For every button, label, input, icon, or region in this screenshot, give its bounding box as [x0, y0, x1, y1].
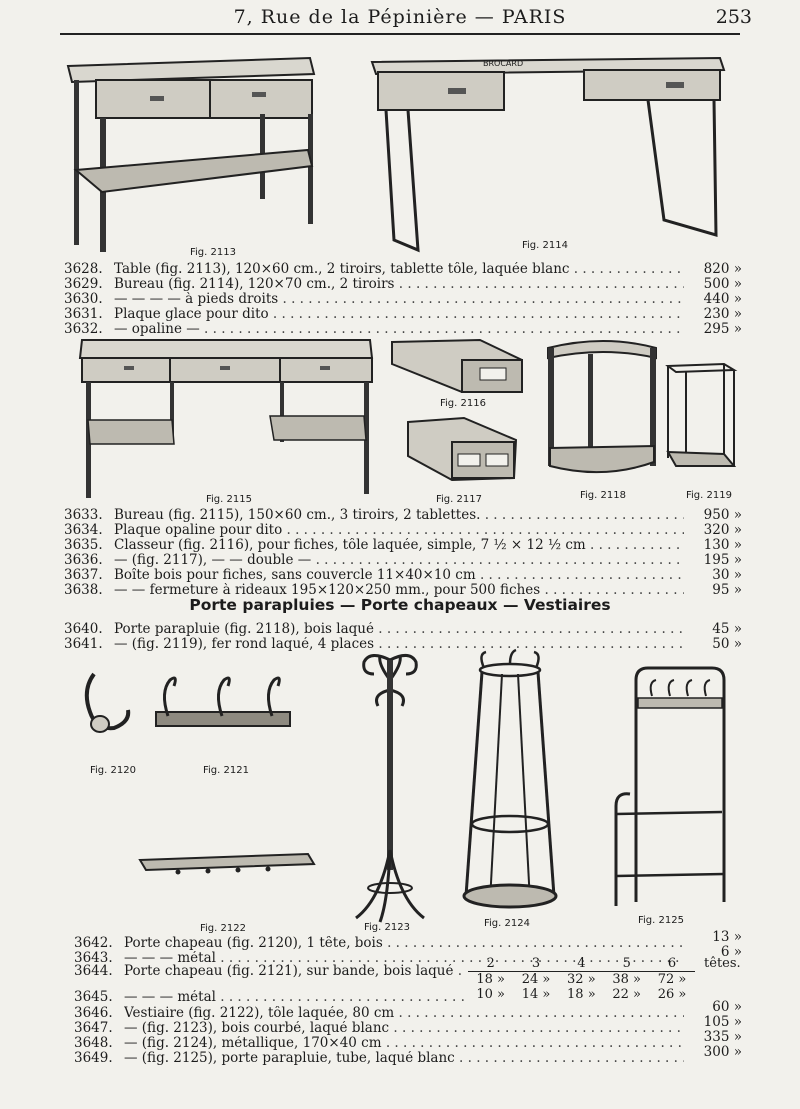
table-row: 10 » 14 » 18 » 22 » 26 » — [476, 987, 687, 1002]
fig-2119-caption: Fig. 2119 — [686, 490, 732, 501]
price-list-block-3 — [64, 622, 684, 652]
coat-stand-2123-illustration — [350, 650, 430, 925]
price-value: 195 » — [703, 552, 742, 568]
price-value: 30 » — [712, 567, 742, 583]
list-item: 3628. Table (fig. 2113), 120×60 cm., 2 tiroirs, tablette tôle, laquée blanc . . . — [64, 262, 684, 277]
list-item: 3644. Porte chapeau (fig. 2121), sur bande, bois laqué . . . — [74, 964, 464, 979]
table-row: 2 3 4 5 6 têtes. — [468, 956, 750, 972]
table-row: 18 » 24 » 32 » 38 » 72 » — [476, 972, 687, 987]
page-header-title: 7, Rue de la Pépinière — PARIS — [233, 6, 567, 28]
hat-rack-price-table — [468, 956, 750, 1002]
price-value: 950 » — [703, 507, 742, 523]
price-value: 295 » — [703, 321, 742, 337]
fig-2124-caption: Fig. 2124 — [484, 918, 530, 929]
price-list-block-4b — [74, 1006, 684, 1066]
price-value: 50 » — [712, 636, 742, 652]
fig-2113-caption: Fig. 2113 — [190, 247, 236, 258]
price-value: 335 » — [703, 1029, 742, 1045]
list-item: 3635. Classeur (fig. 2116), pour fiches, tôle laquée, simple, 7 ½ × 12 ½ cm . . . — [64, 538, 684, 553]
fig-2116-caption: Fig. 2116 — [440, 398, 486, 409]
price-value: 13 » — [712, 929, 742, 945]
list-item: 3636. — (fig. 2117), — — double — . . . — [64, 553, 684, 568]
price-value: 500 » — [703, 276, 742, 292]
list-item: 3640. Porte parapluie (fig. 2118), bois laqué . . . — [64, 622, 684, 637]
desk-2115-illustration — [78, 336, 378, 501]
fig-2120-caption: Fig. 2120 — [90, 765, 136, 776]
umbrella-stand-2119-illustration — [664, 362, 736, 474]
price-value: 105 » — [703, 1014, 742, 1030]
fig-2122-caption: Fig. 2122 — [200, 923, 246, 934]
section-title: Porte parapluies — Porte chapeaux — Vestiaires — [189, 596, 611, 614]
list-item: 3637. Boîte bois pour fiches, sans couvercle 11×40×10 cm . . . — [64, 568, 684, 583]
hat-hook-2120-illustration — [80, 670, 134, 738]
brand-label: BROCARD — [483, 59, 524, 68]
price-list-block-2 — [64, 508, 684, 598]
hook-strip-2121-illustration — [154, 672, 294, 734]
coat-stand-2124-illustration — [460, 648, 560, 916]
list-item: 3647. — (fig. 2123), bois courbé, laqué blanc . . . — [74, 1021, 684, 1036]
list-item: 3645. — — — métal . . . — [74, 990, 464, 1005]
list-item: 3638. — — fermeture à rideaux 195×120×250 mm., pour 500 fiches . . . — [64, 583, 684, 598]
price-column-3 — [672, 622, 742, 652]
list-item: 3632. — opaline — . . . — [64, 322, 684, 337]
list-item: 3642. Porte chapeau (fig. 2120), 1 tête, bois . . . — [74, 936, 684, 951]
list-item: 3631. Plaque glace pour dito . . . — [64, 307, 684, 322]
list-item: 3634. Plaque opaline pour dito . . . — [64, 523, 684, 538]
price-value: 230 » — [703, 306, 742, 322]
list-item: 3633. Bureau (fig. 2115), 150×60 cm., 3 tiroirs, 2 tablettes. . . . — [64, 508, 684, 523]
price-value: 130 » — [703, 537, 742, 553]
list-item: 3648. — (fig. 2124), métallique, 170×40 cm . . . — [74, 1036, 684, 1051]
list-item: 3643. — — — métal . . . — [74, 951, 684, 966]
price-value: 45 » — [712, 621, 742, 637]
file-box-2116-illustration — [390, 338, 525, 394]
fig-2117-caption: Fig. 2117 — [436, 494, 482, 505]
wall-rack-2122-illustration — [138, 850, 316, 876]
price-value: 60 » — [712, 999, 742, 1015]
list-item: 3630. — — — — à pieds droits . . . — [64, 292, 684, 307]
fig-2123-caption: Fig. 2123 — [364, 922, 410, 933]
price-value: 440 » — [703, 291, 742, 307]
desk-2114-illustration — [368, 50, 728, 255]
fig-2121-caption: Fig. 2121 — [203, 765, 249, 776]
price-list-block-1 — [64, 262, 684, 337]
table-2113-illustration — [62, 52, 322, 252]
price-value: 95 » — [712, 582, 742, 598]
fig-2118-caption: Fig. 2118 — [580, 490, 626, 501]
list-item: 3629. Bureau (fig. 2114), 120×70 cm., 2 tiroirs . . . — [64, 277, 684, 292]
coat-rack-2125-illustration — [612, 666, 728, 908]
price-value: 300 » — [703, 1044, 742, 1060]
list-item: 3646. Vestiaire (fig. 2122), tôle laquée, 80 cm . . . — [74, 1006, 684, 1021]
header-rule — [60, 33, 740, 35]
umbrella-stand-2118-illustration — [544, 336, 664, 478]
list-item: 3641. — (fig. 2119), fer rond laqué, 4 places . . . — [64, 637, 684, 652]
file-box-2117-illustration — [404, 416, 518, 482]
price-value: 6 » — [720, 944, 742, 960]
price-column-4b — [672, 1000, 742, 1060]
fig-2115-caption: Fig. 2115 — [206, 494, 252, 505]
fig-2125-caption: Fig. 2125 — [638, 915, 684, 926]
price-column-2 — [672, 508, 742, 598]
fig-2114-caption: Fig. 2114 — [522, 240, 568, 251]
price-value: 320 » — [703, 522, 742, 538]
list-item: 3649. — (fig. 2125), porte parapluie, tube, laqué blanc . . . — [74, 1051, 684, 1066]
price-value: 820 » — [703, 261, 742, 277]
price-column-1 — [672, 262, 742, 337]
page-number: 253 — [715, 6, 752, 28]
